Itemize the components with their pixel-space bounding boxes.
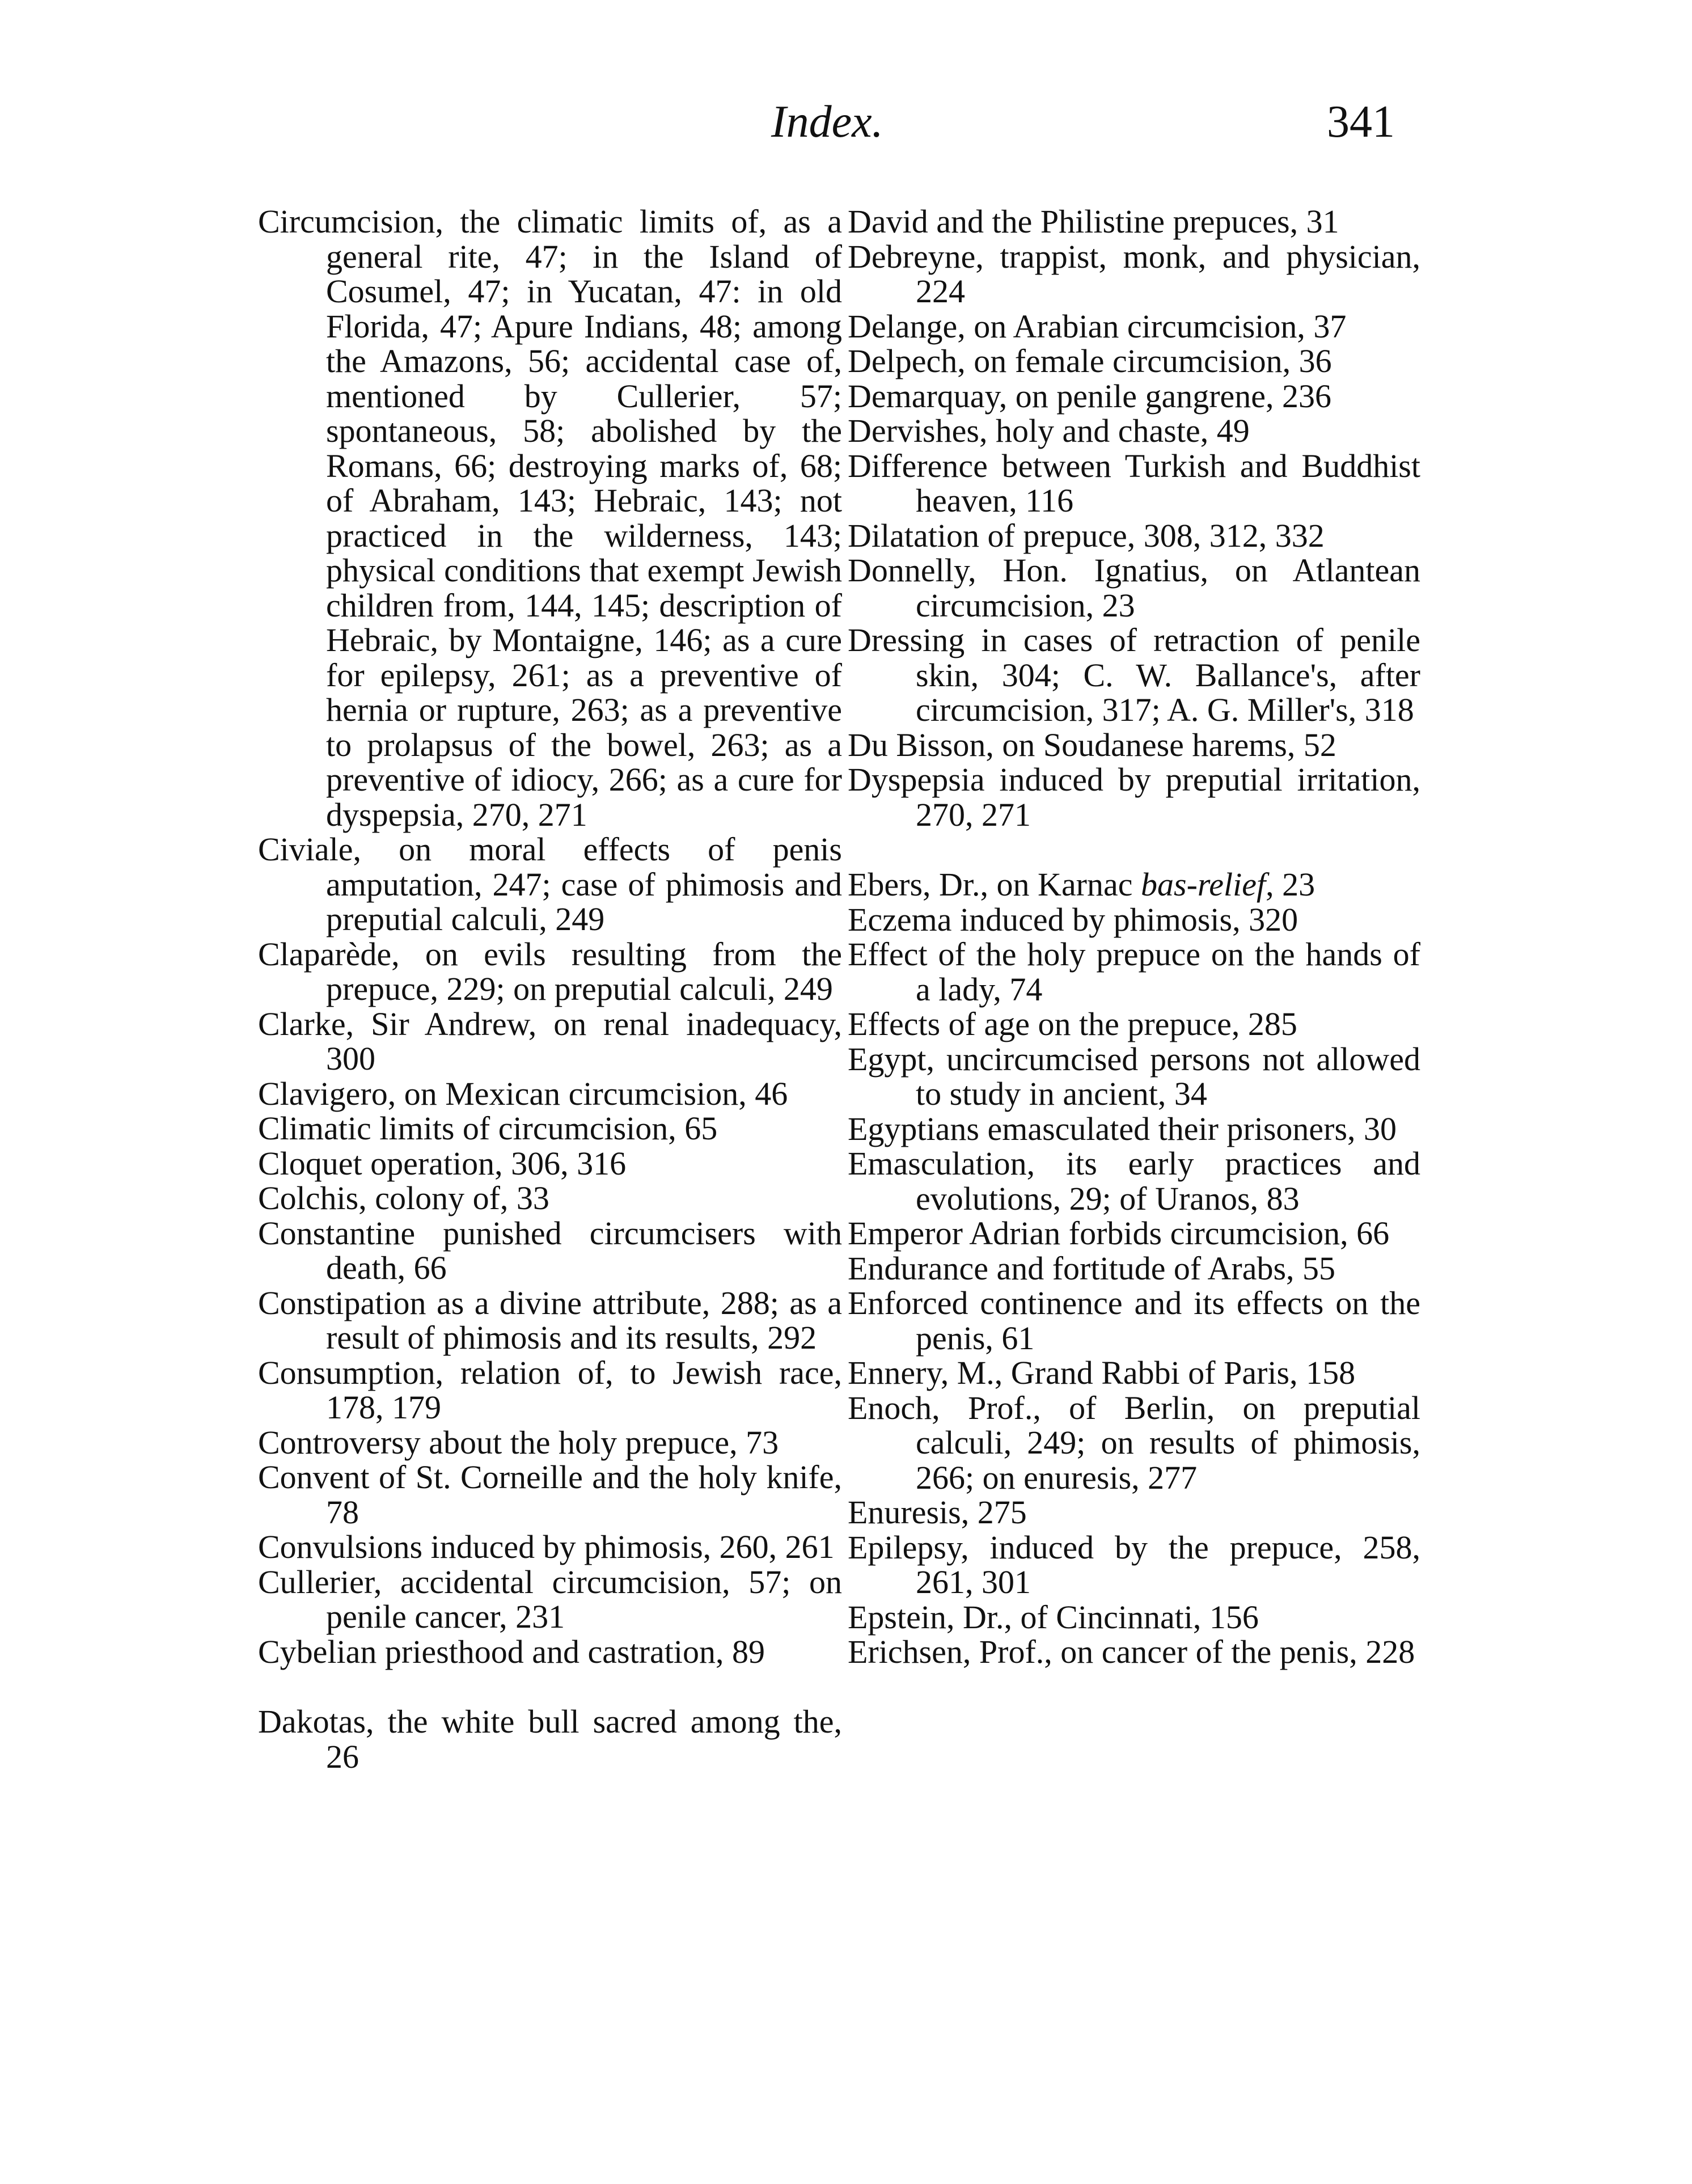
index-entry: Convent of St. Corneille and the holy knife, 78 — [258, 1459, 842, 1531]
index-entry: David and the Philistine prepuces, 31 — [848, 203, 1339, 240]
index-entry: Controversy about the holy prepuce, 73 — [258, 1423, 779, 1461]
index-entry: Constipation as a divine attribute, 288; as a result of phimosis and its results, 292 — [258, 1284, 842, 1356]
index-entry: Circumcision, the climatic limits of, as a general rite, 47; in the Island of Cosumel, 47; in Yucatan, 47: in old Florida, 47; Apure Indians, 48; among the Amazons, 56; accidental case of, mentioned by Cullerier, 57; spontaneous, 58; abolished by the Romans, 66; destroying marks of, 68; of Abraham, 143; Hebraic, 143; not practiced in the wilderness, 143; physical conditions that exempt Jewish children from, 144, 145; description of Hebraic, by Montaigne, 146; as a cure for epilepsy, 261; as a preventive of hernia or rupture, 263; as a preventive to prolapsus of the bowel, 263; as a preventive of idiocy, 266; as a cure for dyspepsia, 270, 271 — [258, 203, 842, 833]
index-column-right — [848, 204, 1420, 1670]
index-entry-text: Ebers, Dr., on Karnac — [848, 866, 1141, 903]
index-entry: Clarke, Sir Andrew, on renal inadequacy, 300 — [258, 1005, 842, 1077]
index-entry: Du Bisson, on Soudanese harems, 52 — [848, 726, 1336, 763]
index-entry: Endurance and fortitude of Arabs, 55 — [848, 1249, 1336, 1287]
index-column-left — [258, 204, 842, 1774]
index-entry: Effect of the holy prepuce on the hands of a lady, 74 — [848, 936, 1420, 1008]
index-entry: Emperor Adrian forbids circumcision, 66 — [848, 1215, 1390, 1252]
index-entry: Consumption, relation of, to Jewish race, 178, 179 — [258, 1354, 842, 1426]
index-entry: Dervishes, holy and chaste, 49 — [848, 412, 1250, 449]
index-entry: Egypt, uncircumcised persons not allowed to study in ancient, 34 — [848, 1040, 1420, 1112]
index-entry: Effects of age on the prepuce, 285 — [848, 1006, 1297, 1042]
index-entry: Epilepsy, induced by the prepuce, 258, 261, 301 — [848, 1528, 1420, 1600]
index-entry: Difference between Turkish and Buddhist heaven, 116 — [848, 447, 1420, 519]
index-entry: Erichsen, Prof., on cancer of the penis, 228 — [848, 1633, 1415, 1670]
index-entry: Enoch, Prof., of Berlin, on preputial calculi, 249; on results of phimosis, 266; on enuresis, 277 — [848, 1389, 1420, 1496]
index-entry: Delpech, on female circumcision, 36 — [848, 343, 1332, 379]
running-head — [0, 96, 1692, 159]
index-entry: Cybelian priesthood and castration, 89 — [258, 1633, 765, 1670]
index-entry-text: , 23 — [1266, 866, 1315, 903]
index-entry: Clavigero, on Mexican circumcision, 46 — [258, 1075, 788, 1112]
index-entry: Eczema induced by phimosis, 320 — [848, 901, 1298, 938]
page-title: Index. — [771, 97, 883, 147]
index-entry: Cullerier, accidental circumcision, 57; on penile cancer, 231 — [258, 1563, 842, 1635]
index-entry: Donnelly, Hon. Ignatius, on Atlantean circumcision, 23 — [848, 552, 1420, 624]
index-entry: Ennery, M., Grand Rabbi of Paris, 158 — [848, 1354, 1356, 1391]
index-entry: Epstein, Dr., of Cincinnati, 156 — [848, 1598, 1259, 1636]
index-entry: Dakotas, the white bull sacred among the, 26 — [258, 1703, 842, 1775]
index-entry: Delange, on Arabian circumcision, 37 — [848, 307, 1347, 345]
index-entry: Demarquay, on penile gangrene, 236 — [848, 377, 1332, 415]
index-entry: Colchis, colony of, 33 — [258, 1180, 549, 1216]
index-entry: Emasculation, its early practices and evolutions, 29; of Uranos, 83 — [848, 1145, 1420, 1217]
index-entry — [848, 867, 1420, 902]
index-entry-italic: bas-relief — [1141, 866, 1266, 903]
index-entry: Dilatation of prepuce, 308, 312, 332 — [848, 517, 1325, 554]
page-number: 341 — [1327, 97, 1395, 147]
index-entry: Enforced continence and its effects on the penis, 61 — [848, 1285, 1420, 1357]
index-entry: Convulsions induced by phimosis, 260, 261 — [258, 1528, 835, 1565]
index-entry: Egyptians emasculated their prisoners, 30 — [848, 1110, 1397, 1147]
index-entry: Constantine punished circumcisers with death, 66 — [258, 1214, 842, 1286]
section-gap — [848, 832, 1420, 867]
index-entry: Dyspepsia induced by preputial irritation, 270, 271 — [848, 761, 1420, 833]
index-entry: Claparède, on evils resulting from the prepuce, 229; on preputial calculi, 249 — [258, 935, 842, 1007]
section-gap — [258, 1669, 842, 1704]
index-entry: Climatic limits of circumcision, 65 — [258, 1110, 718, 1147]
index-entry: Debreyne, trappist, monk, and physician, 224 — [848, 238, 1420, 310]
index-entry: Civiale, on moral effects of penis amputation, 247; case of phimosis and preputial calculi, 249 — [258, 831, 842, 937]
index-entry: Enuresis, 275 — [848, 1494, 1027, 1531]
index-entry: Dressing in cases of retraction of penile skin, 304; C. W. Ballance's, after circumcision, 317; A. G. Miller's, 318 — [848, 622, 1420, 728]
index-entry: Cloquet operation, 306, 316 — [258, 1144, 627, 1182]
